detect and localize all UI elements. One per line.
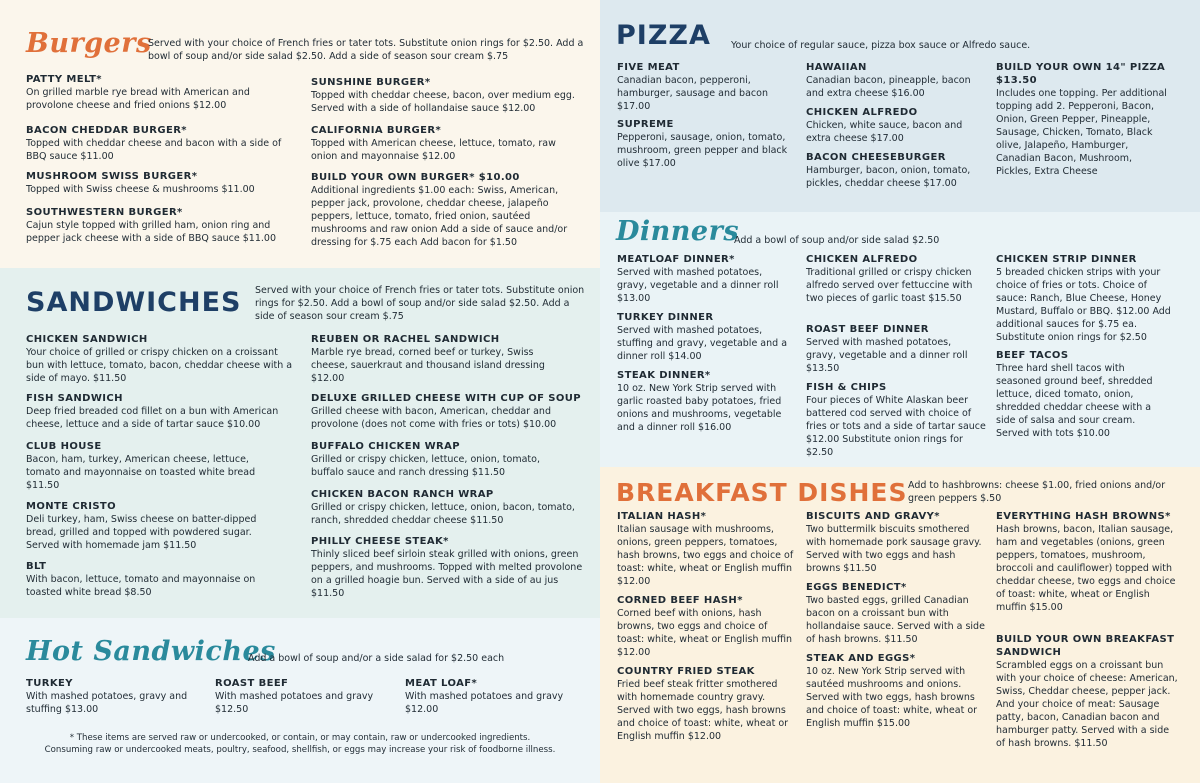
item-desc: 5 breaded chicken strips with your choice of fries or tots. Choice of sauce: Ranch, Blue Cheese, Honey Mustard, Buffalo or BBQ. $12.00 Add additional sauces for $.75 ea. Substitute onion rings for $2.50 bbox=[996, 267, 1171, 343]
menu-item bbox=[996, 61, 1168, 178]
breakfast-heading: BREAKFAST DISHES bbox=[616, 478, 908, 507]
menu-item bbox=[26, 73, 298, 112]
pizza-heading: PIZZA bbox=[616, 20, 711, 51]
breakfast-intro: Add to hashbrowns: cheese $1.00, fried onions and/or green peppers $.50 bbox=[908, 480, 1166, 504]
item-name: FISH & CHIPS bbox=[806, 382, 887, 393]
item-desc: With bacon, lettuce, tomato and mayonnaise on toasted white bread $8.50 bbox=[26, 574, 256, 598]
item-desc: Deli turkey, ham, Swiss cheese on batter-dipped bread, grilled and topped with powdered sugar. Served with homemade jam $11.50 bbox=[26, 514, 257, 551]
item-name: BLT bbox=[26, 561, 47, 572]
item-desc: Served with mashed potatoes, gravy, vegetable and a dinner roll $13.50 bbox=[806, 337, 968, 374]
menu-item bbox=[311, 392, 583, 431]
item-desc: Grilled or crispy chicken, lettuce, onion, bacon, tomato, ranch, shredded cheddar cheese $11.50 bbox=[311, 502, 575, 526]
item-desc: Hamburger, bacon, onion, tomato, pickles, cheddar cheese $17.00 bbox=[806, 165, 971, 189]
item-desc: Deep fried breaded cod fillet on a bun with American cheese, lettuce and a side of tartar sauce $10.00 bbox=[26, 406, 279, 430]
item-desc: Scrambled eggs on a croissant bun with your choice of cheese: American, Swiss, Cheddar cheese, pepper jack. And your choice of meat: Sausage patty, bacon, Canadian bacon and hamburger patty. Served with a side of hash browns. $11.50 bbox=[996, 660, 1178, 749]
item-desc: Topped with Swiss cheese & mushrooms $11.00 bbox=[26, 184, 255, 195]
item-desc: Includes one topping. Per additional topping add 2. Pepperoni, Bacon, Onion, Green Pepper, Pineapple, Sausage, Chicken, Tomato, Black olive, Jalapeño, Hamburger, Canadian Bacon, Mushroom, Pickles, Extra Cheese bbox=[996, 88, 1167, 177]
item-name: BUILD YOUR OWN 14" PIZZA $13.50 bbox=[996, 62, 1166, 86]
item-desc: Cajun style topped with grilled ham, onion ring and pepper jack cheese with a side of BBQ sauce $11.00 bbox=[26, 220, 276, 244]
item-name: BUILD YOUR OWN BURGER* $10.00 bbox=[311, 172, 520, 183]
pizza-intro: Your choice of regular sauce, pizza box sauce or Alfredo sauce. bbox=[731, 40, 1031, 51]
item-name: FIVE MEAT bbox=[617, 62, 680, 73]
menu-item bbox=[311, 333, 571, 385]
footnote-line: * These items are served raw or undercooked, or contain, or may contain, raw or undercooked ingredients. bbox=[69, 733, 531, 743]
menu-item bbox=[26, 170, 301, 196]
item-name: MEAT LOAF* bbox=[405, 678, 478, 689]
item-desc: Corned beef with onions, hash browns, two eggs and choice of toast: white, wheat or English muffin $12.00 bbox=[617, 608, 793, 658]
item-desc: Served with mashed potatoes, gravy, vegetable and a dinner roll $13.00 bbox=[617, 267, 779, 304]
item-name: MEATLOAF DINNER* bbox=[617, 254, 735, 265]
item-name: CALIFORNIA BURGER* bbox=[311, 125, 442, 136]
item-desc: Pepperoni, sausage, onion, tomato, mushroom, green pepper and black olive $17.00 bbox=[617, 132, 788, 169]
menu-item bbox=[806, 106, 986, 145]
item-name: STEAK AND EGGS* bbox=[806, 653, 916, 664]
menu-item bbox=[806, 61, 988, 100]
menu-item bbox=[617, 594, 795, 659]
burgers-intro: Served with your choice of French fries or tater tots. Substitute onion rings for $2.50. Add a bowl of soup and/or side salad $2.50. Add a side of season sour cream $.75 bbox=[148, 38, 584, 62]
sandwiches-intro: Served with your choice of French fries or tater tots. Substitute onion rings for $2.50. Add a bowl of soup and/or side salad $2.50. Add a side of season sour cream $.75 bbox=[255, 285, 585, 322]
item-name: EGGS BENEDICT* bbox=[806, 582, 907, 593]
item-name: BUILD YOUR OWN BREAKFAST SANDWICH bbox=[996, 634, 1175, 658]
item-name: PHILLY CHEESE STEAK* bbox=[311, 536, 449, 547]
menu-item bbox=[806, 652, 988, 730]
item-desc: Three hard shell tacos with seasoned ground beef, shredded lettuce, diced tomato, onion, shredded cheddar cheese with a side of salsa and sour cream. Served with tots $10.00 bbox=[996, 363, 1153, 439]
hot-sandwiches-heading: Hot Sandwiches bbox=[26, 636, 276, 667]
item-desc: Canadian bacon, pepperoni, hamburger, sausage and bacon $17.00 bbox=[617, 75, 768, 112]
item-name: CLUB HOUSE bbox=[26, 441, 102, 452]
item-name: CHICKEN SANDWICH bbox=[26, 334, 148, 345]
item-desc: Topped with cheddar cheese, bacon, over medium egg. Served with a side of hollandaise sauce $12.00 bbox=[311, 90, 575, 114]
item-name: COUNTRY FRIED STEAK bbox=[617, 666, 755, 677]
item-name: BACON CHEDDAR BURGER* bbox=[26, 125, 187, 136]
item-name: SUPREME bbox=[617, 119, 674, 130]
menu-item bbox=[405, 677, 565, 716]
item-desc: Traditional grilled or crispy chicken alfredo served over fettuccine with two pieces of garlic toast $15.50 bbox=[806, 267, 973, 304]
item-desc: Hash browns, bacon, Italian sausage, ham and vegetables (onions, green peppers, tomatoes, mushroom, broccoli and cauliflower) topped with cheddar cheese, two eggs and choice of toast: white, wheat or English muffin $15.00 bbox=[996, 524, 1176, 613]
item-name: ROAST BEEF DINNER bbox=[806, 324, 929, 335]
item-desc: Italian sausage with mushrooms, onions, green peppers, tomatoes, hash browns, two eggs and choice of toast: white, wheat or English muffin $12.00 bbox=[617, 524, 794, 587]
menu-item bbox=[617, 510, 797, 588]
item-desc: Chicken, white sauce, bacon and extra cheese $17.00 bbox=[806, 120, 963, 144]
item-desc: Grilled or crispy chicken, lettuce, onion, tomato, buffalo sauce and ranch dressing $11.50 bbox=[311, 454, 540, 478]
item-name: TURKEY bbox=[26, 678, 73, 689]
item-desc: 10 oz. New York Strip served with sautéed mushrooms and onions. Served with two eggs, hash browns and choice of toast: white, wheat or English muffin $15.00 bbox=[806, 666, 978, 729]
item-name: REUBEN OR RACHEL SANDWICH bbox=[311, 334, 500, 345]
item-name: CHICKEN BACON RANCH WRAP bbox=[311, 489, 494, 500]
menu-item bbox=[617, 369, 797, 434]
item-desc: Two buttermilk biscuits smothered with homemade pork sausage gravy. Served with two eggs and hash browns $11.50 bbox=[806, 524, 982, 574]
item-name: CHICKEN ALFREDO bbox=[806, 254, 918, 265]
menu-item bbox=[806, 510, 984, 575]
item-desc: With mashed potatoes, gravy and stuffing $13.00 bbox=[26, 691, 188, 715]
menu-item bbox=[996, 253, 1176, 344]
menu-item bbox=[26, 560, 286, 599]
footnote-line: Consuming raw or undercooked meats, poultry, seafood, shellfish, or eggs may increase your risk of foodborne illness. bbox=[44, 745, 556, 755]
item-name: SOUTHWESTERN BURGER* bbox=[26, 207, 183, 218]
item-desc: Canadian bacon, pineapple, bacon and extra cheese $16.00 bbox=[806, 75, 971, 99]
menu-item bbox=[311, 488, 583, 527]
item-desc: Served with mashed potatoes, stuffing and gravy, vegetable and a dinner roll $14.00 bbox=[617, 325, 788, 362]
item-desc: Additional ingredients $1.00 each: Swiss, American, pepper jack, provolone, cheddar cheese, jalapeño peppers, lettuce, tomato, fried onion, sautéed mushrooms and raw onion Add a side of sauce and/or dressing for $.75 each Add bacon for $1.50 bbox=[311, 185, 568, 248]
item-name: BISCUITS AND GRAVY* bbox=[806, 511, 940, 522]
item-name: STEAK DINNER* bbox=[617, 370, 711, 381]
item-desc: Four pieces of White Alaskan beer battered cod served with choice of fries or tots and a side of tartar sauce $12.00 Substitute onion rings for $2.50 bbox=[806, 395, 986, 458]
item-desc: 10 oz. New York Strip served with garlic roasted baby potatoes, fried onions and mushrooms, vegetable and a dinner roll $16.00 bbox=[617, 383, 782, 433]
item-name: MUSHROOM SWISS BURGER* bbox=[26, 171, 198, 182]
menu-item bbox=[806, 581, 986, 646]
menu-item bbox=[617, 311, 795, 363]
menu-item bbox=[26, 392, 298, 431]
item-name: BACON CHEESEBURGER bbox=[806, 152, 946, 163]
item-desc: Grilled cheese with bacon, American, cheddar and provolone (does not come with fries or tots) $10.00 bbox=[311, 406, 557, 430]
sandwiches-heading: SANDWICHES bbox=[26, 287, 242, 318]
item-desc: Two basted eggs, grilled Canadian bacon on a croissant bun with hollandaise sauce. Served with a side of hash browns. $11.50 bbox=[806, 595, 985, 645]
dinners-intro: Add a bowl of soup and/or side salad $2.50 bbox=[734, 235, 940, 246]
item-name: PATTY MELT* bbox=[26, 74, 102, 85]
menu-item bbox=[311, 535, 583, 600]
burgers-heading: Burgers bbox=[26, 28, 152, 59]
item-name: FISH SANDWICH bbox=[26, 393, 123, 404]
item-desc: Your choice of grilled or crispy chicken on a croissant bun with lettuce, tomato, bacon, cheddar cheese with a side of mayo. $11.50 bbox=[26, 347, 293, 384]
menu-item bbox=[26, 677, 206, 716]
menu-item bbox=[806, 381, 988, 459]
menu-item bbox=[26, 500, 286, 552]
foodborne-illness-notice bbox=[0, 732, 600, 756]
item-name: ITALIAN HASH* bbox=[617, 511, 707, 522]
item-desc: Topped with American cheese, lettuce, tomato, raw onion and mayonnaise $12.00 bbox=[311, 138, 556, 162]
menu-item bbox=[996, 349, 1168, 440]
item-desc: With mashed potatoes and gravy $12.00 bbox=[405, 691, 564, 715]
menu-item bbox=[26, 333, 296, 385]
item-desc: Thinly sliced beef sirloin steak grilled with onions, green peppers, and mushrooms. Topped with melted provolone on a grilled hoagie bun. Served with a side of au jus $11.50 bbox=[311, 549, 583, 599]
menu-item bbox=[311, 440, 571, 479]
menu-item bbox=[806, 253, 984, 305]
item-name: EVERYTHING HASH BROWNS* bbox=[996, 511, 1171, 522]
item-name: DELUXE GRILLED CHEESE WITH CUP OF SOUP bbox=[311, 393, 582, 404]
item-name: SUNSHINE BURGER* bbox=[311, 77, 431, 88]
menu-item bbox=[311, 124, 583, 163]
menu-item bbox=[26, 124, 301, 163]
item-name: BEEF TACOS bbox=[996, 350, 1069, 361]
menu-item bbox=[311, 171, 571, 249]
dinners-heading: Dinners bbox=[616, 216, 740, 247]
menu-item bbox=[26, 440, 276, 492]
item-name: HAWAIIAN bbox=[806, 62, 867, 73]
menu-item bbox=[806, 323, 984, 375]
item-desc: Topped with cheddar cheese and bacon with a side of BBQ sauce $11.00 bbox=[26, 138, 282, 162]
item-name: BUFFALO CHICKEN WRAP bbox=[311, 441, 460, 452]
menu-item bbox=[617, 665, 799, 743]
item-name: ROAST BEEF bbox=[215, 678, 289, 689]
hot-sandwiches-intro: Add a bowl of soup and/or a side salad for $2.50 each bbox=[248, 653, 505, 664]
item-name: TURKEY DINNER bbox=[617, 312, 714, 323]
item-desc: With mashed potatoes and gravy $12.50 bbox=[215, 691, 374, 715]
menu-item bbox=[311, 76, 583, 115]
item-desc: Fried beef steak fritter smothered with homemade country gravy. Served with two eggs, hash browns and choice of toast: white, wheat or English muffin $12.00 bbox=[617, 679, 789, 742]
menu-item bbox=[617, 61, 797, 113]
item-desc: On grilled marble rye bread with American and provolone cheese and fried onions $12.00 bbox=[26, 87, 250, 111]
item-desc: Bacon, ham, turkey, American cheese, lettuce, tomato and mayonnaise on toasted white bread $11.50 bbox=[26, 454, 256, 491]
menu-item bbox=[996, 633, 1178, 750]
item-desc: Marble rye bread, corned beef or turkey, Swiss cheese, sauerkraut and thousand island dressing $12.00 bbox=[311, 347, 545, 384]
item-name: CORNED BEEF HASH* bbox=[617, 595, 743, 606]
menu-item bbox=[806, 151, 986, 190]
menu-item bbox=[617, 118, 797, 170]
item-name: CHICKEN STRIP DINNER bbox=[996, 254, 1137, 265]
menu-item bbox=[996, 510, 1176, 614]
item-name: MONTE CRISTO bbox=[26, 501, 117, 512]
menu-item bbox=[26, 206, 301, 245]
menu-item bbox=[215, 677, 375, 716]
menu-item bbox=[617, 253, 795, 305]
item-name: CHICKEN ALFREDO bbox=[806, 107, 918, 118]
